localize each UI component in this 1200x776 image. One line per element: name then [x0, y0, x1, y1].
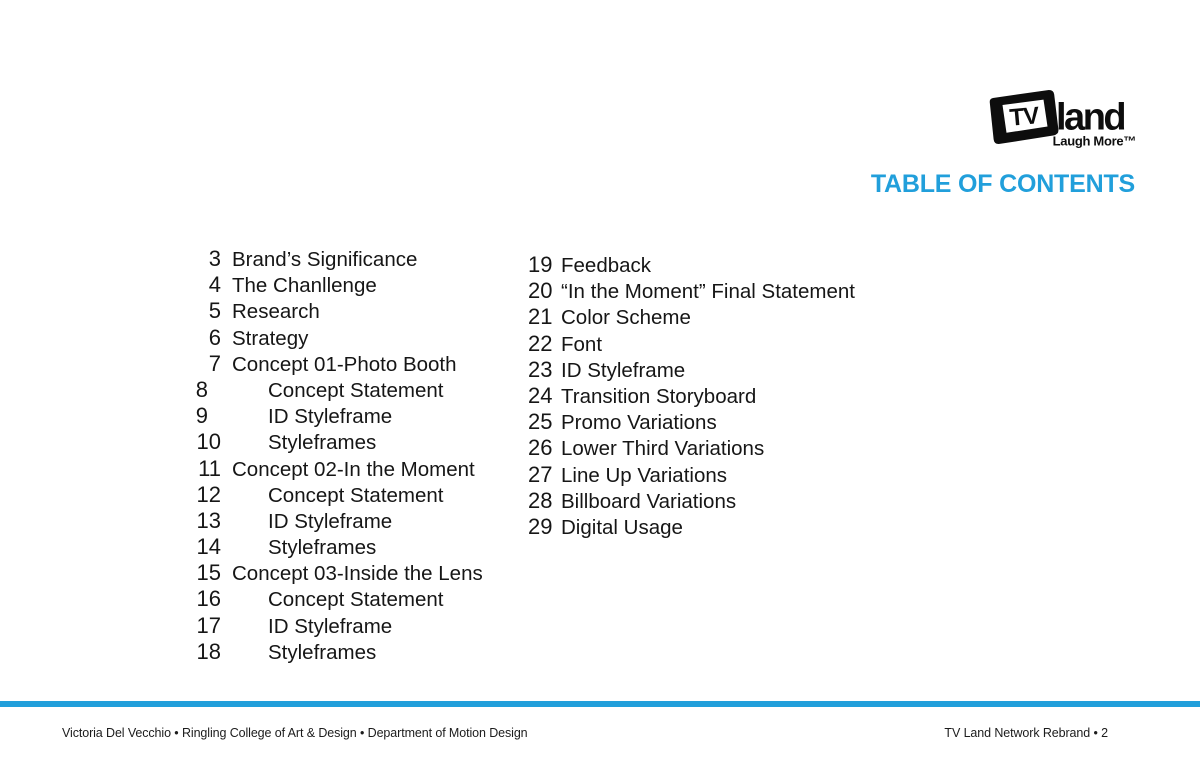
toc-row: [194, 298, 483, 324]
toc-row: [528, 278, 855, 304]
toc-page-number: 19: [528, 252, 553, 277]
toc-page-number: 20: [528, 278, 553, 304]
toc-column-left: [194, 246, 483, 665]
footer-rule: [0, 701, 1200, 707]
toc-row: [194, 429, 483, 455]
toc-entry-label: ID Styleframe: [268, 614, 393, 638]
toc-row: [528, 409, 855, 435]
toc-entry-label: Concept 02-In the Moment: [232, 457, 475, 481]
toc-row: [194, 325, 483, 351]
toc-row: [194, 403, 483, 429]
toc-page-number: 5: [208, 298, 221, 324]
toc-page-number: 10: [196, 429, 221, 455]
toc-entry-label: Brand’s Significance: [232, 248, 418, 271]
toc-entry-label: Strategy: [232, 326, 309, 350]
toc-entry-label: Lower Third Variations: [561, 437, 765, 461]
toc-row: [194, 272, 483, 298]
toc-page-number: 14: [196, 534, 221, 560]
toc-entry-label: Billboard Variations: [561, 489, 737, 513]
toc-row: [528, 488, 855, 514]
toc-page-number: 26: [528, 435, 553, 461]
toc-page-number: 12: [196, 481, 221, 507]
toc-page-number: 16: [196, 586, 221, 612]
toc-entry-label: Concept Statement: [268, 483, 444, 507]
logo-tagline: Laugh More™: [1052, 133, 1136, 149]
toc-row: [194, 246, 483, 272]
toc-row: [194, 377, 483, 403]
toc-row: [194, 482, 483, 508]
toc-page-number: 21: [528, 304, 553, 330]
toc-row: [194, 586, 483, 612]
toc-page-number: 7: [208, 350, 221, 376]
toc-page-number: 18: [196, 638, 221, 664]
toc-entry-label: Concept 01-Photo Booth: [232, 352, 457, 376]
logo-land-text: land: [1056, 96, 1125, 139]
toc-page-number: 22: [528, 330, 553, 356]
toc-row: [528, 435, 855, 461]
toc-entry-label: Concept Statement: [268, 378, 444, 402]
toc-row: [194, 456, 483, 482]
tvland-logo: [986, 87, 1138, 151]
toc-entry-label: ID Styleframe: [268, 509, 393, 533]
toc-entry-label: The Chanllenge: [232, 274, 377, 298]
toc-entry-label: ID Styleframe: [561, 358, 686, 382]
toc-row: [194, 613, 483, 639]
toc-entry-label: ID Styleframe: [268, 405, 393, 429]
toc-entry-label: Styleframes: [268, 640, 377, 664]
toc-page-number: 15: [196, 560, 221, 586]
footer-project-page: TV Land Network Rebrand • 2: [944, 726, 1108, 740]
page-title: TABLE OF CONTENTS: [870, 169, 1135, 198]
toc-page-number: 24: [528, 382, 553, 408]
toc-row: [528, 514, 855, 540]
toc-page-number: 8: [195, 376, 208, 402]
toc-page-number: 25: [528, 409, 553, 435]
tvland-logo-icon: [986, 87, 1138, 151]
toc-column-right: [528, 252, 855, 540]
toc-row: [528, 357, 855, 383]
toc-row: [528, 252, 855, 278]
toc-row: [194, 560, 483, 586]
toc-row: [528, 462, 855, 488]
toc-entry-label: Styleframes: [268, 536, 377, 560]
toc-page-number: 6: [208, 324, 221, 350]
toc-page-number: 4: [208, 272, 221, 298]
toc-page-number: 23: [528, 356, 553, 382]
toc-entry-label: Styleframes: [268, 431, 377, 455]
toc-row: [194, 534, 483, 560]
toc-page-number: 28: [528, 487, 553, 513]
toc-entry-label: Font: [561, 332, 603, 356]
toc-page-number: 17: [196, 612, 221, 638]
toc-row: [194, 508, 483, 534]
toc-page-number: 13: [196, 507, 221, 533]
toc-entry-label: Promo Variations: [561, 411, 717, 435]
toc-page-number: 27: [528, 461, 553, 487]
toc-entry-label: “In the Moment” Final Statement: [561, 280, 855, 304]
toc-row: [194, 351, 483, 377]
toc-entry-label: Digital Usage: [561, 515, 683, 539]
toc-page-number: 9: [195, 403, 208, 429]
toc-row: [528, 304, 855, 330]
tv-frame-letters: TV: [1008, 102, 1040, 132]
toc-row: [528, 331, 855, 357]
toc-entry-label: Feedback: [561, 254, 652, 277]
toc-page-number: 11: [198, 455, 221, 481]
toc-page-number: 29: [528, 513, 553, 539]
footer-credit-text: Victoria Del Vecchio • Ringling College of Art & Design • Department of Motion Design: [62, 726, 528, 740]
toc-entry-label: Research: [232, 300, 320, 324]
toc-entry-label: Concept 03-Inside the Lens: [232, 562, 483, 586]
toc-entry-label: Color Scheme: [561, 306, 691, 330]
toc-page-number: 3: [208, 246, 221, 271]
toc-row: [528, 383, 855, 409]
toc-entry-label: Concept Statement: [268, 588, 444, 612]
toc-entry-label: Transition Storyboard: [561, 384, 757, 408]
toc-row: [194, 639, 483, 665]
toc-entry-label: Line Up Variations: [561, 463, 727, 487]
